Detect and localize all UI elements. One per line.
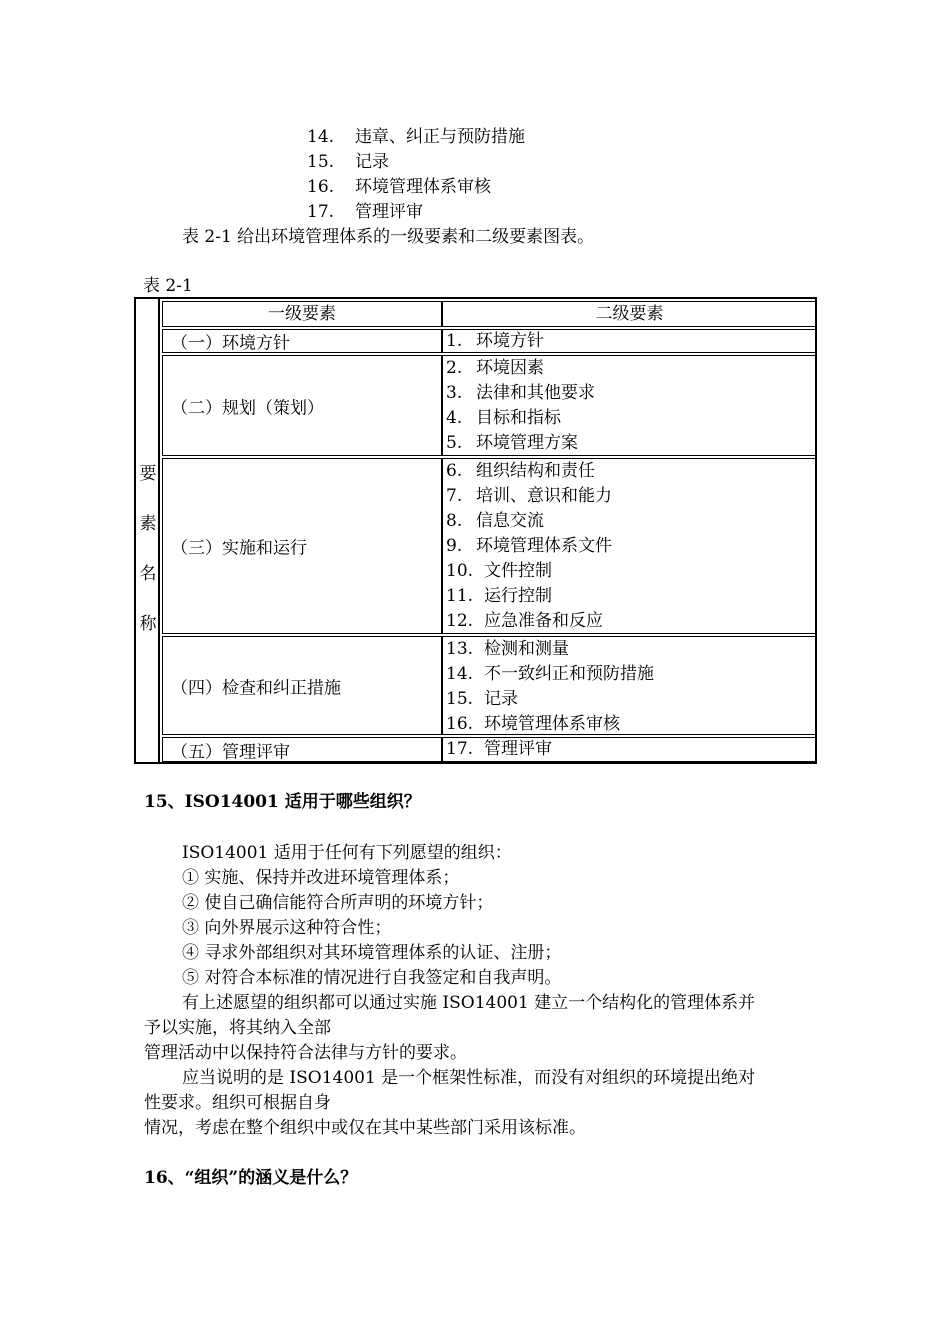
list-item: 14. 违章、纠正与预防措施 xyxy=(307,127,525,147)
table-row: （一）环境方针 xyxy=(162,329,442,353)
list-item: 17. 管理评审 xyxy=(307,202,423,222)
q15-paragraph: 予以实施，将其纳入全部 xyxy=(144,1018,331,1038)
table-caption: 表 2-1 xyxy=(143,276,193,296)
section-heading-q15: 15、ISO14001 适用于哪些组织？ xyxy=(144,792,421,812)
q15-item: ③ 向外界展示这种符合性； xyxy=(182,918,392,938)
table-row: 2. 环境因素 3. 法律和其他要求 4. 目标和指标 5. 环境管理方案 xyxy=(442,355,817,456)
table-row: 1. 环境方针 xyxy=(442,329,817,353)
vertical-label: 要 素 名 称 xyxy=(139,464,157,634)
q15-paragraph: 有上述愿望的组织都可以通过实施 ISO14001 建立一个结构化的管理体系并 xyxy=(182,993,756,1013)
header-level2: 二级要素 xyxy=(442,301,817,327)
table-row: （二）规划（策划） xyxy=(162,355,442,456)
q15-item: ② 使自己确信能符合所声明的环境方针； xyxy=(182,893,494,913)
vertical-label-column xyxy=(136,299,160,762)
table-row: 6. 组织结构和责任 7. 培训、意识和能力 8. 信息交流 9. 环境管理体系文件 10. 文件控制 11. 运行控制 12. 应急准备和反应 xyxy=(442,458,817,634)
q15-lead: ISO14001 适用于任何有下列愿望的组织： xyxy=(182,843,512,863)
q15-paragraph: 管理活动中以保持符合法律与方针的要求。 xyxy=(144,1043,467,1063)
section-heading-q16: 16、“组织”的涵义是什么？ xyxy=(144,1168,358,1188)
q15-paragraph: 应当说明的是 ISO14001 是一个框架性标准，而没有对组织的环境提出绝对 xyxy=(182,1068,756,1088)
table-row: （五）管理评审 xyxy=(162,737,442,762)
header-level1: 一级要素 xyxy=(162,301,442,327)
list-item: 15. 记录 xyxy=(307,152,389,172)
table-row: （四）检查和纠正措施 xyxy=(162,636,442,735)
table-row: （三）实施和运行 xyxy=(162,458,442,634)
q15-item: ① 实施、保持并改进环境管理体系； xyxy=(182,868,460,888)
q15-paragraph: 情况，考虑在整个组织中或仅在其中某些部门采用该标准。 xyxy=(144,1118,586,1138)
list-item: 16. 环境管理体系审核 xyxy=(307,177,491,197)
q15-paragraph: 性要求。组织可根据自身 xyxy=(144,1093,331,1113)
table-row: 17. 管理评审 xyxy=(442,737,817,762)
q15-item: ④ 寻求外部组织对其环境管理体系的认证、注册； xyxy=(182,943,562,963)
intro-paragraph: 表 2-1 给出环境管理体系的一级要素和二级要素图表。 xyxy=(182,227,595,247)
q15-item: ⑤ 对符合本标准的情况进行自我签定和自我声明。 xyxy=(182,968,562,988)
table-row: 13. 检测和测量 14. 不一致纠正和预防措施 15. 记录 16. 环境管理体系审核 xyxy=(442,636,817,735)
elements-table xyxy=(134,297,817,764)
